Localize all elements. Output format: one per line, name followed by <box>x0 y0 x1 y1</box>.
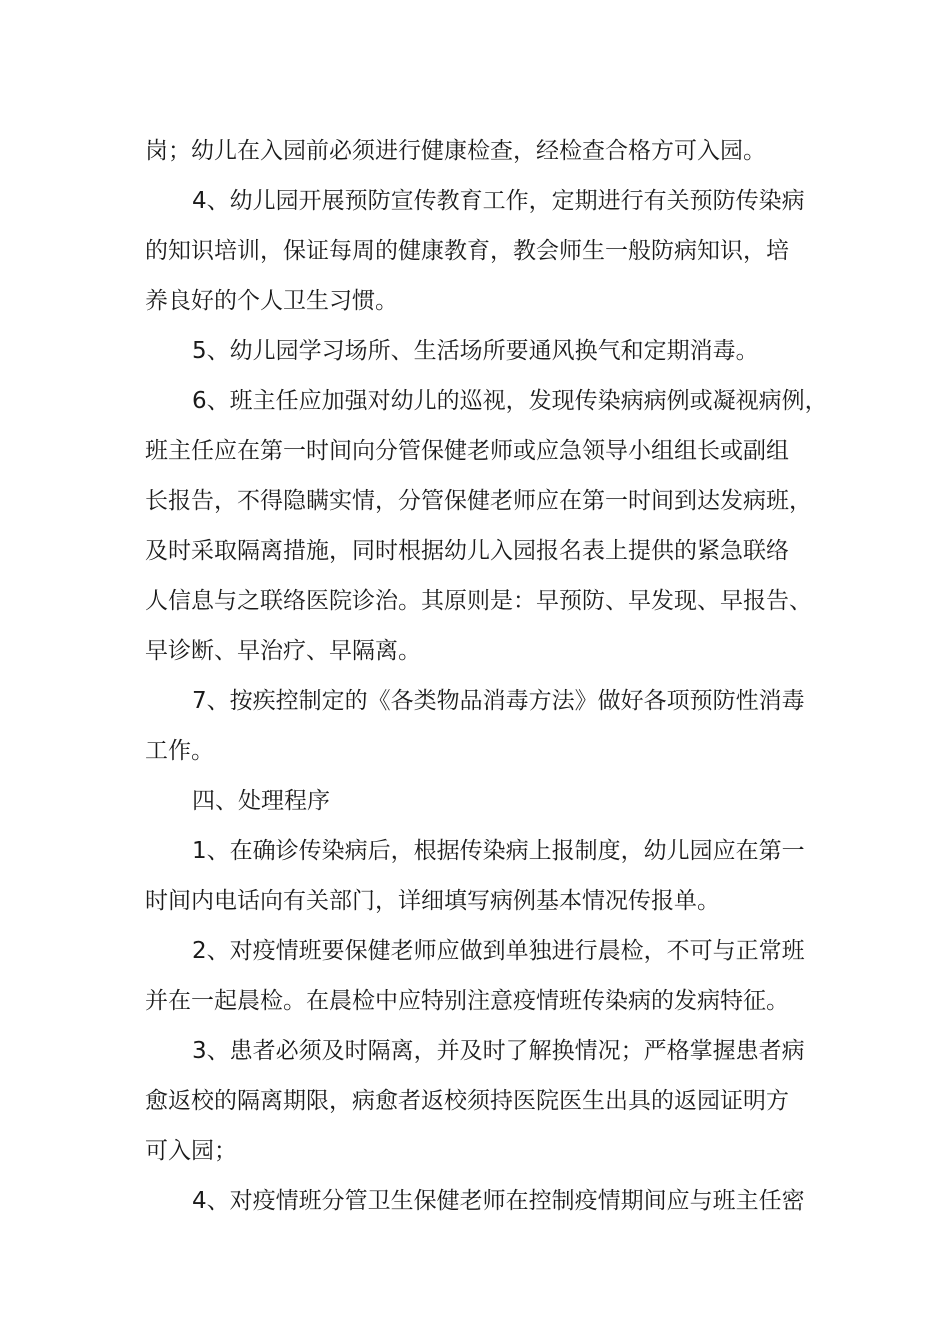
text-line: 1、在确诊传染病后，根据传染病上报制度，幼儿园应在第一 <box>192 838 805 864</box>
text-line: 2、对疫情班要保健老师应做到单独进行晨检，不可与正常班 <box>192 938 805 964</box>
text-line: 并在一起晨检。在晨检中应特别注意疫情班传染病的发病特征。 <box>145 988 789 1014</box>
text-line: 的知识培训，保证每周的健康教育，教会师生一般防病知识，培 <box>145 238 789 264</box>
text-line: 早诊断、早治疗、早隔离。 <box>145 638 421 664</box>
text-line: 6、班主任应加强对幼儿的巡视，发现传染病病例或凝视病例， <box>192 388 828 414</box>
text-line: 岗；幼儿在入园前必须进行健康检查，经检查合格方可入园。 <box>145 138 766 164</box>
text-line: 7、按疾控制定的《各类物品消毒方法》做好各项预防性消毒 <box>192 688 805 714</box>
text-line: 4、对疫情班分管卫生保健老师在控制疫情期间应与班主任密 <box>192 1188 805 1214</box>
text-line: 养良好的个人卫生习惯。 <box>145 288 398 314</box>
text-line: 工作。 <box>145 738 214 764</box>
text-line: 可入园； <box>145 1138 237 1164</box>
text-line: 4、幼儿园开展预防宣传教育工作，定期进行有关预防传染病 <box>192 188 805 214</box>
text-line: 班主任应在第一时间向分管保健老师或应急领导小组组长或副组 <box>145 438 789 464</box>
text-line: 长报告，不得隐瞒实情，分管保健老师应在第一时间到达发病班， <box>145 488 812 514</box>
text-line: 及时采取隔离措施，同时根据幼儿入园报名表上提供的紧急联络 <box>145 538 789 564</box>
text-line: 3、患者必须及时隔离，并及时了解换情况；严格掌握患者病 <box>192 1038 805 1064</box>
text-line: 5、幼儿园学习场所、生活场所要通风换气和定期消毒。 <box>192 338 759 364</box>
text-line: 时间内电话向有关部门，详细填写病例基本情况传报单。 <box>145 888 720 914</box>
section-heading: 四、处理程序 <box>192 788 330 814</box>
text-line: 人信息与之联络医院诊治。其原则是：早预防、早发现、早报告、 <box>145 588 812 614</box>
text-line: 愈返校的隔离期限，病愈者返校须持医院医生出具的返园证明方 <box>145 1088 789 1114</box>
